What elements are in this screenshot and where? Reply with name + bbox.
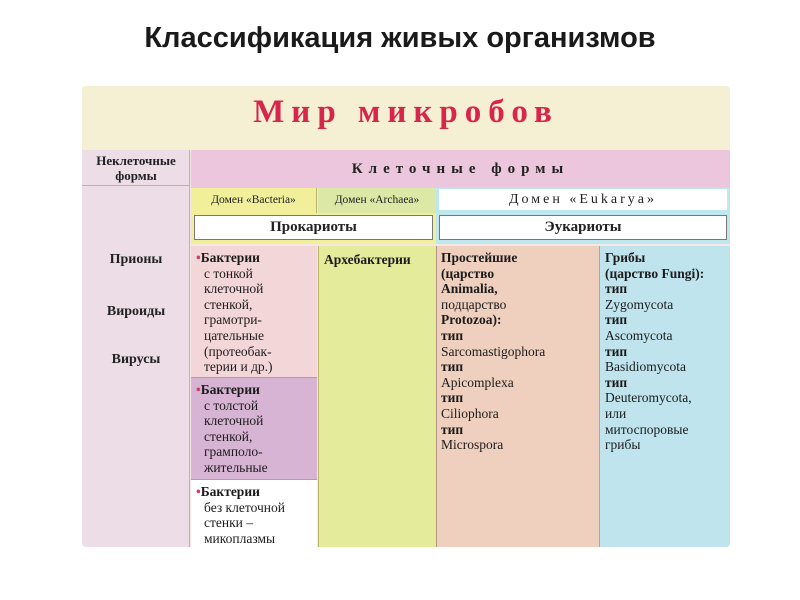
bacteria-group-1-text: [196, 250, 317, 375]
bullet-icon: •: [196, 382, 201, 397]
cell-line-text: Бактерии: [200, 250, 260, 265]
domain-bacteria: Домен «Bacteria»: [191, 188, 317, 213]
bacteria-line: жительные: [204, 459, 268, 475]
bullet-icon: •: [196, 484, 201, 499]
protozoa-line: Microspora: [441, 437, 504, 453]
bacteria-line: без клеточной: [204, 499, 285, 515]
protozoa-line: Protozoa):: [441, 312, 502, 328]
slide-title: Классификация живых организмов: [144, 22, 656, 54]
domain-archaea: Домен «Archaea»: [318, 188, 436, 213]
archaea-label: Архебактерии: [324, 252, 411, 267]
bacteria-line: клеточной: [204, 413, 264, 429]
noncellular-item: Прионы: [109, 252, 163, 267]
cell-line-text: Бактерии: [200, 484, 260, 499]
protozoa-line: тип: [441, 327, 464, 343]
classification-table: [82, 86, 730, 547]
bacteria-line: цательные: [204, 327, 264, 343]
protozoa-line: Простейшие: [441, 250, 518, 265]
fungi-text: [605, 250, 730, 453]
fungi-line: грибы: [605, 437, 641, 453]
fungi-line: Zygomycota: [605, 296, 674, 312]
protozoa-line: подцарство: [441, 296, 507, 312]
noncellular-title-line2: формы: [115, 168, 157, 183]
bacteria-line: [196, 484, 317, 500]
bacteria-line: с тонкой: [204, 265, 253, 281]
noncellular-item: Вироиды: [106, 304, 166, 319]
bacteria-line: грамотри-: [204, 312, 262, 328]
bacteria-line: [196, 382, 317, 398]
prokaryotes-label: Прокариоты: [194, 215, 433, 240]
bacteria-line: с толстой: [204, 397, 259, 413]
noncellular-title: [82, 150, 190, 186]
protozoa-line: Ciliophora: [441, 405, 499, 421]
bacteria-line: (протеобак-: [204, 343, 272, 359]
bacteria-line: [196, 250, 317, 266]
bullet-icon: •: [196, 250, 201, 265]
fungi-line: тип: [605, 312, 628, 328]
protozoa-line: тип: [441, 359, 464, 375]
protozoa-line: Sarcomastigophora: [441, 343, 546, 359]
eukaryotes-label: Эукариоты: [439, 215, 727, 240]
bacteria-group-2-text: [196, 382, 317, 476]
fungi-line: или: [605, 405, 627, 421]
bacteria-line: стенкой,: [204, 428, 253, 444]
fungi-line: тип: [605, 281, 628, 297]
fungi-line: (царство Fungi):: [605, 265, 705, 281]
fungi-line: Ascomycota: [605, 327, 673, 343]
cellular-forms-title: Клеточные формы: [191, 150, 730, 188]
protozoa-line: Apicomplexa: [441, 374, 514, 390]
fungi-line: Грибы: [605, 250, 646, 265]
fungi-line: тип: [605, 374, 628, 390]
bacteria-line: микоплазмы: [204, 530, 276, 546]
fungi-column: [599, 246, 730, 547]
bacteria-group-1: [191, 246, 317, 378]
cell-line-text: Бактерии: [200, 382, 260, 397]
protozoa-column: [436, 246, 599, 547]
bacteria-group-3: [191, 480, 317, 547]
bacteria-group-3-text: [196, 484, 317, 546]
bacteria-line: грамполо-: [204, 444, 263, 460]
protozoa-line: тип: [441, 390, 464, 406]
bacteria-line: стенкой,: [204, 296, 253, 312]
archaea-column: [318, 246, 436, 547]
fungi-line: Deuteromycota,: [605, 390, 692, 406]
bacteria-line: терии и др.): [204, 359, 273, 375]
noncellular-item: Вирусы: [111, 352, 161, 367]
protozoa-line: (царство: [441, 265, 495, 281]
bacteria-line: клеточной: [204, 281, 264, 297]
domain-eukarya: Домен «Eukarya»: [439, 189, 727, 210]
protozoa-line: тип: [441, 421, 464, 437]
protozoa-text: [441, 250, 599, 453]
noncellular-title-line1: Неклеточные: [96, 153, 176, 168]
bacteria-group-2: [191, 378, 317, 480]
noncellular-column: [82, 150, 190, 547]
protozoa-line: Animalia,: [441, 281, 498, 297]
fungi-line: тип: [605, 343, 628, 359]
fungi-line: Basidiomycota: [605, 359, 686, 375]
table-header-text: Мир микробов: [253, 94, 559, 130]
fungi-line: митоспоровые: [605, 421, 689, 437]
bacteria-line: стенки –: [204, 515, 254, 531]
